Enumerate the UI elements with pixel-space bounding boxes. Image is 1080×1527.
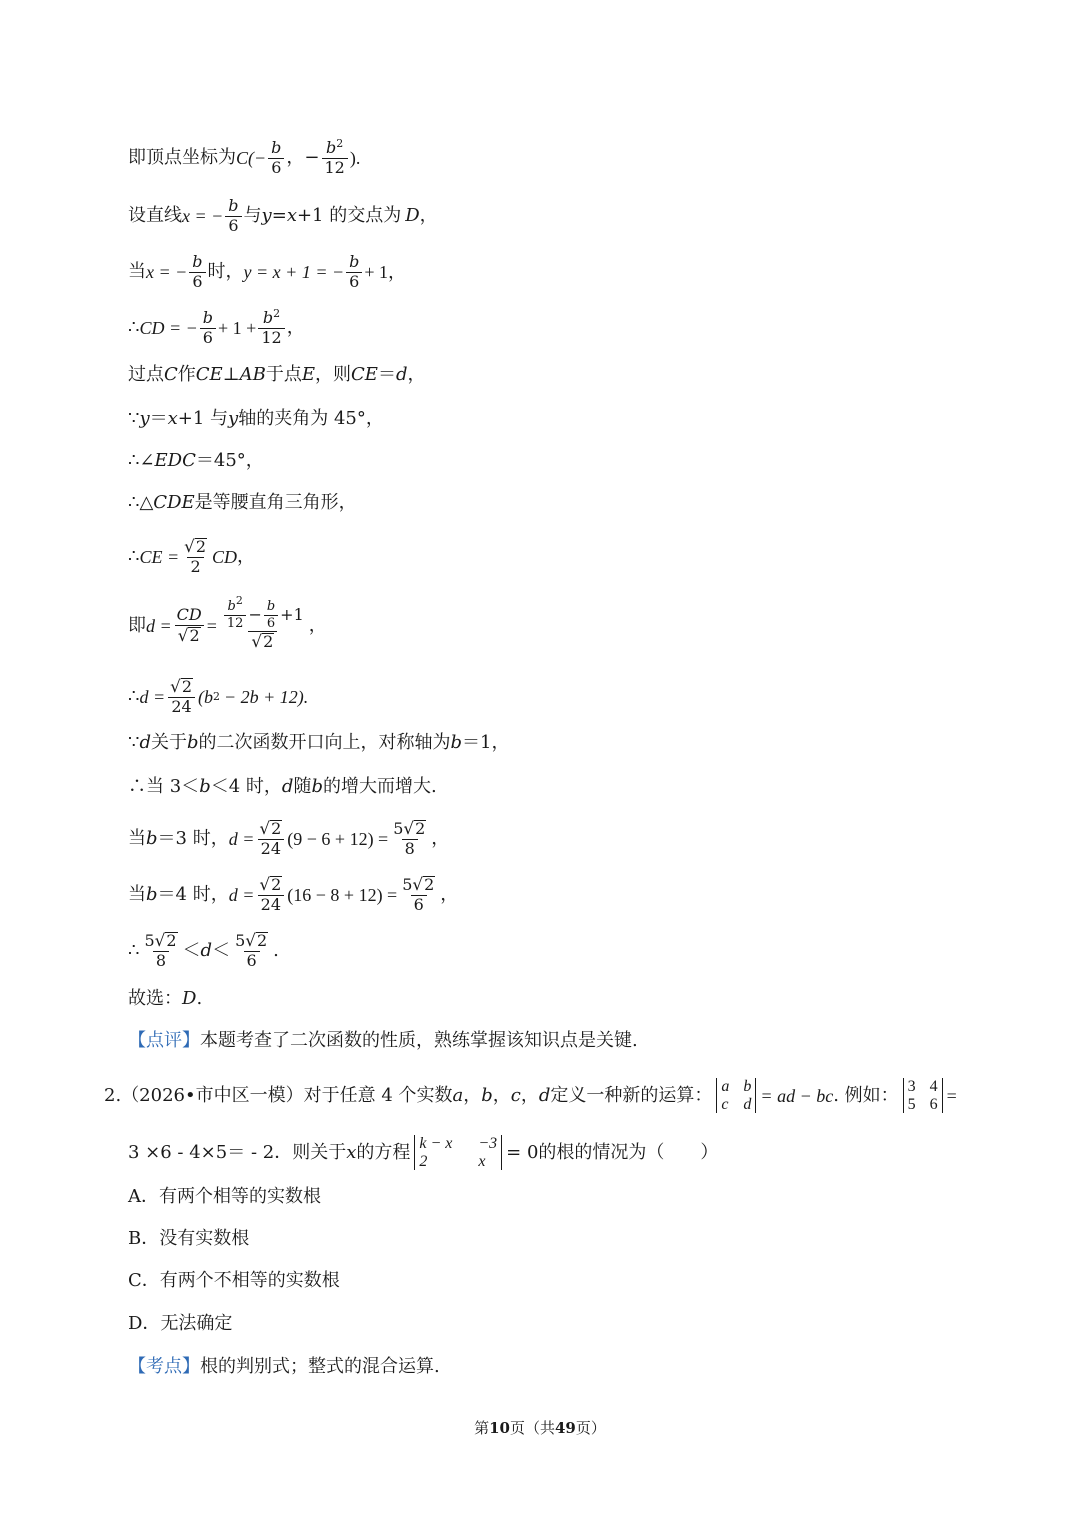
question-source: （2026•市中区一模） xyxy=(121,1084,304,1106)
text: 第 xyxy=(474,1419,490,1437)
cell: 3 xyxy=(907,1078,916,1095)
solution-line-d-expr xyxy=(128,594,327,652)
text: ， xyxy=(308,614,327,636)
sqrt: √ 2 xyxy=(154,930,177,951)
denominator: 12 xyxy=(224,615,247,631)
denominator: 6 xyxy=(244,951,260,970)
math: x = − xyxy=(182,206,224,227)
text: ＝3 时， xyxy=(157,827,229,849)
math: c xyxy=(510,1084,521,1106)
radicand: 2 xyxy=(181,677,192,696)
denominator: 6 xyxy=(268,158,284,177)
text: 即顶点坐标为 xyxy=(128,147,236,169)
text: 即 xyxy=(128,614,146,636)
text: ＝4 时， xyxy=(157,883,229,905)
math: b xyxy=(311,776,323,797)
denominator: 6 xyxy=(411,895,427,914)
option-b[interactable] xyxy=(128,1230,249,1248)
coefficient: 5 xyxy=(393,819,404,839)
radicand: 2 xyxy=(263,632,274,652)
sqrt: √ 2 xyxy=(403,818,426,839)
denominator: 8 xyxy=(402,839,418,858)
solution-line-edc xyxy=(128,452,264,470)
math: x xyxy=(167,408,178,429)
fraction-5sqrt2-over-6 xyxy=(232,932,271,970)
solution-line-b4 xyxy=(128,876,458,914)
cell: 5 xyxy=(907,1095,916,1113)
math: CE xyxy=(351,364,378,385)
solution-line-cde xyxy=(128,494,357,512)
cell: x xyxy=(478,1152,486,1170)
fraction-sqrt2-over-24 xyxy=(256,820,285,858)
math: EDC xyxy=(154,450,196,471)
math: y xyxy=(261,205,272,227)
comment-text: 本题考查了二次函数的性质，熟练掌握该知识点是关键. xyxy=(200,1030,638,1051)
fraction-b-over-6 xyxy=(189,254,205,291)
option-a[interactable] xyxy=(128,1188,321,1206)
text: 是等腰直角三角形， xyxy=(194,492,357,513)
fraction-sqrt2-over-2 xyxy=(181,538,210,576)
sqrt: √ 2 xyxy=(259,818,282,839)
text: 随 xyxy=(293,776,312,797)
fraction-b-over-6 xyxy=(268,140,284,177)
knowledge-point-text: 根的判别式；整式的混合运算. xyxy=(200,1356,440,1377)
cell: d xyxy=(743,1095,752,1113)
sqrt: √ 2 xyxy=(170,676,192,697)
text: ＜ xyxy=(212,939,231,961)
coefficient: 5 xyxy=(402,875,413,895)
text: ， xyxy=(237,545,256,567)
text: 轴的夹角为 45°， xyxy=(238,408,384,429)
denominator: 6 xyxy=(346,272,362,291)
text: ， xyxy=(440,883,459,905)
text: ， xyxy=(463,1084,482,1106)
math: C(− xyxy=(236,148,267,169)
math: y xyxy=(139,408,150,429)
text: ，则 xyxy=(315,364,352,385)
text: ＝ xyxy=(377,364,396,385)
text: . xyxy=(273,939,279,961)
option-d[interactable] xyxy=(128,1315,232,1333)
cell: c xyxy=(721,1095,729,1113)
denominator: 6 xyxy=(200,328,216,347)
sqrt: √ 2 xyxy=(245,930,268,951)
math: y xyxy=(228,408,239,429)
cell: −3 xyxy=(478,1135,498,1152)
math: x xyxy=(286,205,297,227)
text: 的二次函数开口向上，对称轴为 xyxy=(198,732,451,753)
option-label: D． xyxy=(128,1313,161,1334)
text: ， xyxy=(520,1084,539,1106)
math: d = xyxy=(146,615,172,636)
text: = 0的根的情况为（ ） xyxy=(506,1141,719,1163)
current-page: 10 xyxy=(489,1419,510,1437)
denominator: 6 xyxy=(189,272,205,291)
solution-line-range xyxy=(128,932,279,970)
option-text: 有两个相等的实数根 xyxy=(159,1186,321,1207)
solution-line-angle xyxy=(128,410,384,428)
coefficient: 5 xyxy=(235,931,246,951)
math: AB xyxy=(239,364,266,385)
text: 于点 xyxy=(265,364,302,385)
text: 故选： xyxy=(128,988,182,1009)
math: CDE xyxy=(153,492,195,513)
solution-line-axis xyxy=(128,734,510,752)
option-text: 没有实数根 xyxy=(159,1228,250,1249)
numerator: b xyxy=(349,252,360,271)
question-line-1 xyxy=(104,1078,957,1113)
solution-line-d-formula: ∴ d = √ 2 24 (b 2 − 2b + 12). xyxy=(128,676,309,716)
question-line-2 xyxy=(128,1135,718,1170)
exponent: 2 xyxy=(336,137,344,150)
fraction-b2-over-12 xyxy=(322,137,348,177)
solution-line-answer xyxy=(128,990,202,1008)
text: 当 xyxy=(128,827,146,849)
math: y = x + 1 = − xyxy=(243,262,345,283)
radicand: 2 xyxy=(256,931,268,950)
math: = xyxy=(946,1085,957,1106)
fraction-b-over-6 xyxy=(200,310,216,347)
text: 时， xyxy=(207,261,244,283)
solution-line-ce-perp xyxy=(128,366,425,384)
radicand: 2 xyxy=(195,537,206,556)
math: d = xyxy=(139,686,166,707)
math: b xyxy=(481,1084,493,1106)
fraction-sqrt2-over-24 xyxy=(167,678,196,716)
math: D xyxy=(182,988,197,1009)
text: +1 的交点为 xyxy=(296,205,402,227)
text: ＜ xyxy=(182,939,201,961)
separator: ，− xyxy=(286,147,320,169)
text: + 1， xyxy=(364,262,407,283)
page-number xyxy=(128,1417,952,1438)
comment-tag: 【点评】 xyxy=(128,1030,200,1051)
math: d xyxy=(200,939,213,961)
total-pages: 49 xyxy=(555,1419,576,1437)
text: 过点 xyxy=(128,364,164,385)
cell: 4 xyxy=(929,1078,938,1095)
cell: b xyxy=(743,1078,752,1095)
option-label: B． xyxy=(128,1228,160,1249)
minus: − xyxy=(248,604,262,624)
text: ∴∠ xyxy=(128,450,155,471)
text: ＝45°， xyxy=(195,450,264,471)
sqrt: √ 2 xyxy=(251,631,274,652)
text: 设直线 xyxy=(128,205,182,227)
denominator: 6 xyxy=(225,216,241,235)
option-text: 无法确定 xyxy=(160,1313,233,1334)
fraction-sqrt2-over-24 xyxy=(256,876,285,914)
denominator: 24 xyxy=(258,839,284,858)
text: ∴ xyxy=(128,939,140,961)
text: ∴△ xyxy=(128,492,154,513)
determinant-example xyxy=(903,1078,943,1113)
math: D xyxy=(405,205,420,227)
cell: 2 xyxy=(419,1152,428,1170)
radicand: 2 xyxy=(271,875,282,894)
math: b xyxy=(186,732,199,753)
text: +1 与 xyxy=(177,408,229,429)
plus-one: +1 xyxy=(280,604,304,624)
solution-line-b3 xyxy=(128,820,449,858)
math: d xyxy=(395,364,408,385)
sqrt: √ 2 xyxy=(177,624,200,645)
math: − 2b + 12). xyxy=(224,686,309,707)
math: (9 − 6 + 12) = xyxy=(287,828,389,849)
text: 页） xyxy=(575,1419,606,1437)
option-text: 有两个不相等的实数根 xyxy=(159,1270,340,1291)
knowledge-point-line xyxy=(128,1358,440,1376)
knowledge-point-tag: 【考点】 xyxy=(128,1356,200,1377)
math: C xyxy=(164,364,178,385)
cell: a xyxy=(721,1078,730,1095)
solution-line-increasing xyxy=(128,778,437,796)
numerator: b xyxy=(227,599,236,614)
math: E xyxy=(301,364,316,385)
text: 当 xyxy=(128,261,146,283)
math: x = − xyxy=(146,262,188,283)
text: ∵ xyxy=(128,408,140,429)
text: 对于任意 4 个实数 xyxy=(303,1084,453,1106)
math: d = xyxy=(228,828,255,849)
math: a xyxy=(452,1084,464,1106)
math: x xyxy=(346,1141,357,1163)
text: 定义一种新的运算： xyxy=(550,1084,713,1106)
exponent: 2 xyxy=(273,307,281,320)
solution-line-cd xyxy=(128,307,305,347)
math: CD = − xyxy=(139,318,198,339)
text: 与 xyxy=(243,205,262,227)
text: 的增大而增大. xyxy=(322,776,437,797)
math: d xyxy=(139,732,151,753)
denominator: 2 xyxy=(187,557,203,576)
text: ∴当 3＜ xyxy=(128,776,200,797)
math: CD xyxy=(212,546,238,567)
fraction-cd-over-sqrt2 xyxy=(174,604,205,645)
solution-line-ce-eq xyxy=(128,538,255,576)
math: b xyxy=(450,732,463,753)
numerator: b xyxy=(228,196,239,215)
coefficient: 5 xyxy=(144,931,155,951)
text: ∴ xyxy=(128,685,140,707)
option-c[interactable] xyxy=(128,1272,340,1290)
radicand: 2 xyxy=(424,875,435,894)
denominator: 12 xyxy=(322,158,348,177)
text: 当 xyxy=(128,883,146,905)
solution-line-line-intersection xyxy=(128,198,438,235)
text: 页（共 xyxy=(509,1419,555,1437)
question-number: 2. xyxy=(104,1084,122,1106)
text: ， xyxy=(286,317,305,339)
fraction-b2-over-12 xyxy=(224,594,247,631)
denominator: 12 xyxy=(258,328,284,347)
math: b xyxy=(146,827,158,849)
text: ， xyxy=(492,1084,511,1106)
text: ＜4 时， xyxy=(210,776,282,797)
fraction-complex xyxy=(219,594,307,652)
comment-line xyxy=(128,1032,638,1050)
math: (16 − 8 + 12) = xyxy=(287,884,398,905)
denominator: 6 xyxy=(264,615,278,631)
fraction-5sqrt2-over-8 xyxy=(390,820,429,858)
math: b xyxy=(199,776,211,797)
radicand: 2 xyxy=(271,819,282,838)
radicand: 2 xyxy=(189,625,200,645)
text: ⊥ xyxy=(222,364,240,385)
text: . 例如： xyxy=(833,1084,899,1106)
option-label: A． xyxy=(128,1186,159,1207)
exponent: 2 xyxy=(235,594,243,607)
text: ∴ xyxy=(128,545,140,567)
math: d xyxy=(281,776,294,797)
text: = xyxy=(206,615,217,636)
fraction-5sqrt2-over-8 xyxy=(141,932,180,970)
numerator: b xyxy=(271,138,282,157)
sqrt: √ 2 xyxy=(184,536,206,557)
sqrt: √ 2 xyxy=(412,874,435,895)
numerator: CD xyxy=(176,604,202,624)
fraction-5sqrt2-over-6 xyxy=(399,876,438,914)
text: ). xyxy=(349,148,361,169)
determinant-equation xyxy=(414,1135,502,1170)
text: 作 xyxy=(177,364,196,385)
fraction-b2-over-12 xyxy=(258,307,284,347)
math: = ad − bc xyxy=(760,1085,834,1106)
denominator: 24 xyxy=(168,697,194,716)
radicand: 2 xyxy=(415,819,426,838)
math: d = xyxy=(228,884,255,905)
text: 的方程 xyxy=(356,1141,411,1163)
math: d xyxy=(538,1084,551,1106)
radicand: 2 xyxy=(166,931,177,950)
numerator: b xyxy=(202,308,214,327)
denominator: 24 xyxy=(258,895,284,914)
text: ， xyxy=(419,205,438,227)
text: ， xyxy=(407,364,426,385)
sqrt: √ 2 xyxy=(259,874,282,895)
fraction-b-over-6 xyxy=(346,254,362,291)
text: 关于 xyxy=(150,732,187,753)
fraction-b-over-6 xyxy=(225,198,241,235)
math: b xyxy=(146,883,158,905)
math: (b xyxy=(198,686,213,707)
math: CE xyxy=(195,364,223,385)
solution-line-when-x xyxy=(128,254,406,291)
text: 3 ×6 ‐ 4×5＝ ‐ 2．则关于 xyxy=(128,1141,347,1163)
math: CE = xyxy=(139,546,180,567)
text: = xyxy=(271,205,287,227)
numerator: b xyxy=(326,138,337,157)
text: ＝ xyxy=(149,408,168,429)
fraction-b-over-6 xyxy=(264,600,278,630)
cell: k − x xyxy=(419,1135,453,1152)
numerator: b xyxy=(262,308,274,327)
determinant-abcd xyxy=(716,1078,756,1113)
text: ∴ xyxy=(128,317,140,339)
denominator: 8 xyxy=(153,951,169,970)
text: ＝1， xyxy=(462,732,510,753)
numerator: b xyxy=(192,252,203,271)
cell: 6 xyxy=(929,1095,938,1113)
text: + 1 + xyxy=(218,318,257,339)
solution-line-vertex xyxy=(128,137,361,177)
text: . xyxy=(196,988,203,1009)
numerator: b xyxy=(266,599,276,614)
text: ， xyxy=(431,827,450,849)
text: ∵ xyxy=(128,732,140,753)
option-label: C． xyxy=(128,1270,160,1291)
